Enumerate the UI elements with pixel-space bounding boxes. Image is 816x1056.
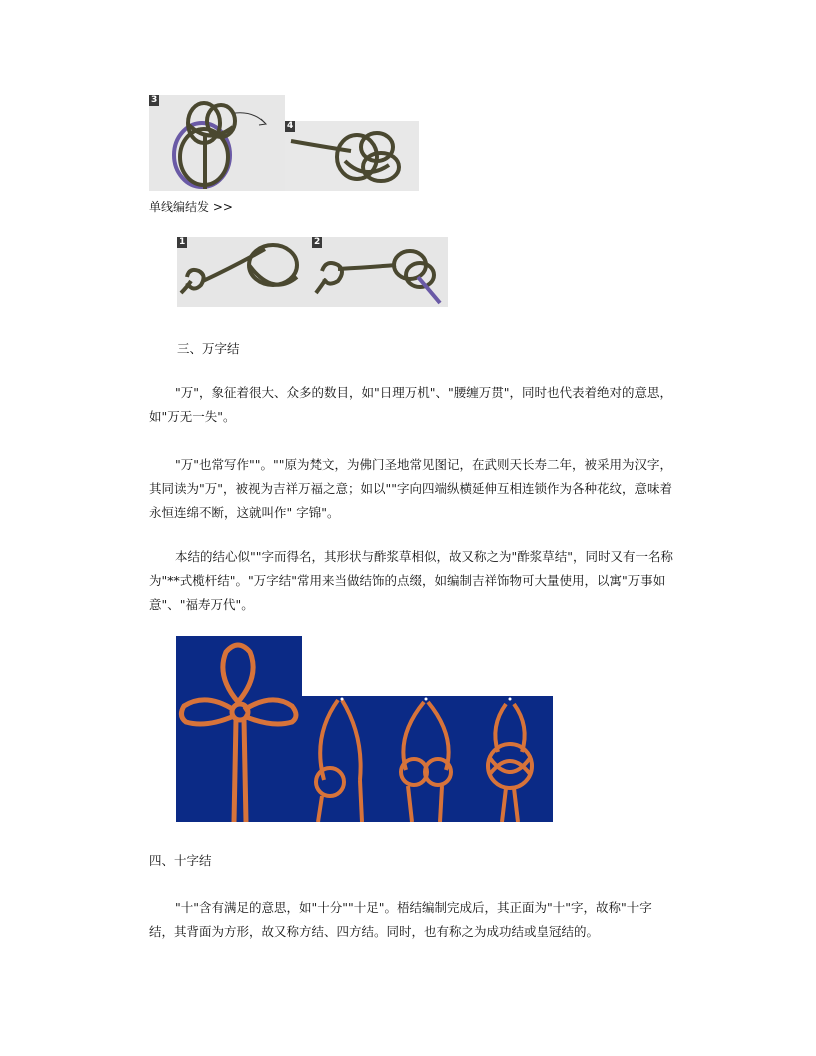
paragraph-text: "十"含有满足的意思，如"十分""十足"。梧结编制完成后，其正面为"十"字，故称"十字结，其背面为方形，故又称方结、四方结。同时，也有称之为成功结或皇冠结的。: [149, 900, 652, 939]
section-4-paragraph-1: [149, 896, 674, 944]
section-4-heading: 四、十字结: [149, 853, 212, 868]
knot-photo-stage-b: [384, 696, 468, 822]
step-number: 1: [179, 237, 186, 247]
section-3-paragraph-1: [149, 381, 674, 429]
paragraph-text: 本结的结心似""字而得名，其形状与酢浆草相似，故又称之为"酢浆草结"，同时又有一名称为"**式榄杆结"。"万字结"常用来当做结饰的点缀，如编制吉祥饰物可大量使用，以寓"万事如意"、"福寿万代"。: [149, 549, 673, 612]
paragraph-text: "万"，象征着很大、众多的数目，如"日理万机"、"腰缠万贯"，同时也代表着绝对的意思，如"万无一失"。: [149, 385, 672, 424]
step-number: 3: [151, 95, 158, 105]
section-3-paragraph-2: [149, 453, 674, 525]
knot-photo-step-4: [285, 121, 419, 191]
knot-photo-step-3: [149, 95, 285, 191]
paragraph-text: "万"也常写作""。""原为梵文，为佛门圣地常见图记，在武则天长寿二年，被采用为汉字，其同读为"万"，被视为吉祥万福之意；如以""字向四端纵横延伸互相连锁作为各种花纹，意味着永恒连绵不断，这就叫作" 字锦"。: [149, 457, 672, 520]
knot-photo-step-1: [177, 237, 312, 307]
knot-photo-finished: [176, 636, 302, 822]
knot-photo-step-2: [312, 237, 448, 307]
step-number: 4: [287, 121, 294, 131]
single-line-caption: 单线编结发 >>: [149, 200, 233, 214]
step-number: 2: [314, 237, 321, 247]
knot-photo-stage-a: [302, 696, 384, 822]
section-3-heading: 三、万字结: [177, 341, 240, 356]
knot-photo-stage-c: [468, 696, 553, 822]
section-3-paragraph-3: [149, 545, 674, 617]
